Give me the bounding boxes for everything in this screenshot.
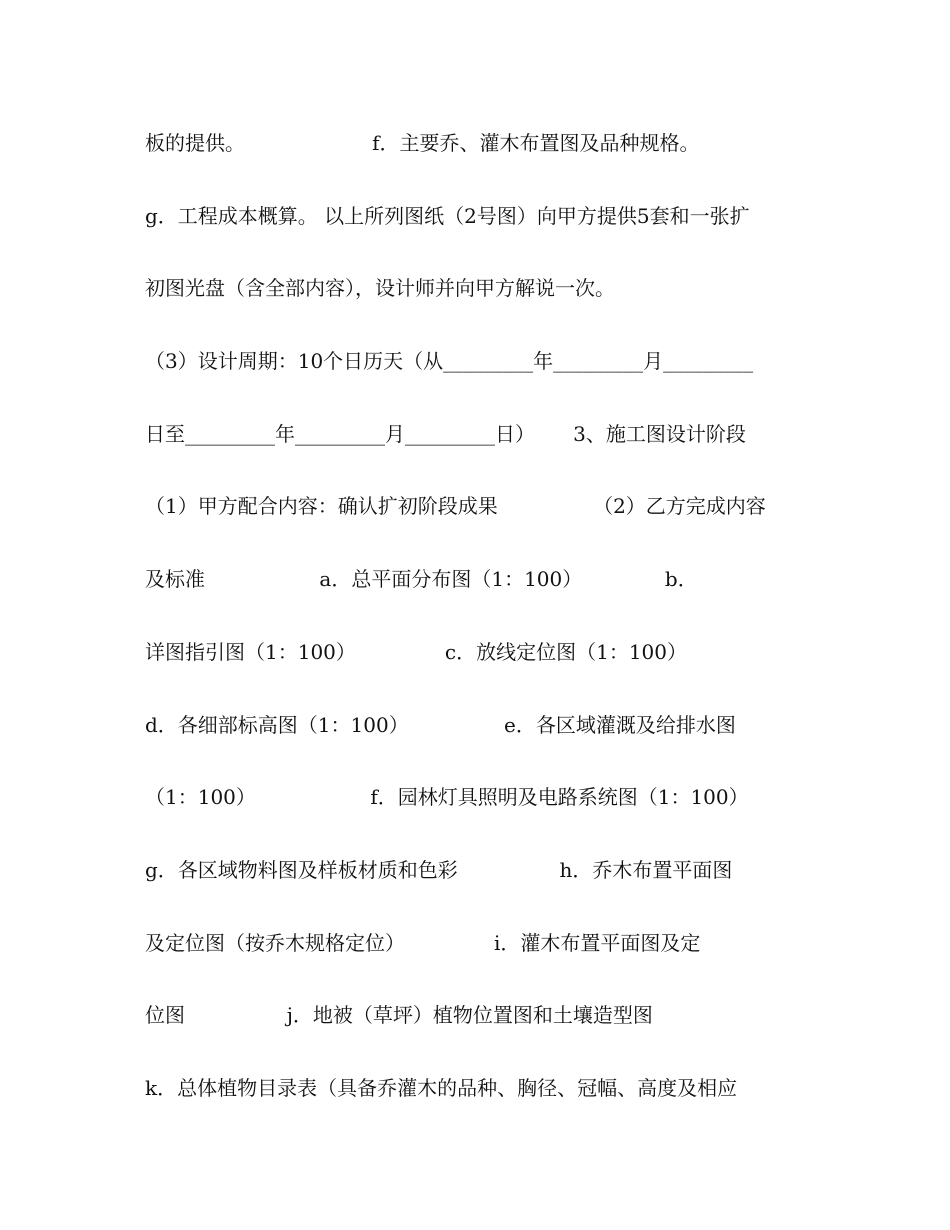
- text-line-11: g．各区域物料图及样板材质和色彩 h．乔木布置平面图: [145, 858, 733, 882]
- text-line-12: 及定位图（按乔木规格定位） i．灌木布置平面图及定: [145, 931, 701, 955]
- text-line-1: 板的提供。 f．主要乔、灌木布置图及品种规格。: [145, 131, 700, 155]
- text-line-4: （3）设计周期：10个日历天（从_________年_________月_________: [145, 349, 754, 373]
- text-line-3: 初图光盘（含全部内容），设计师并向甲方解说一次。: [145, 276, 615, 300]
- text-line-13: 位图 j．地被（草坪）植物位置图和土壤造型图: [145, 1003, 653, 1027]
- text-line-6: （1）甲方配合内容：确认扩初阶段成果 （2）乙方完成内容: [145, 494, 766, 518]
- text-line-10: （1：100） f．园林灯具照明及电路系统图（1：100）: [145, 785, 749, 809]
- text-line-8: 详图指引图（1：100） c．放线定位图（1：100）: [145, 640, 688, 664]
- text-line-2: g．工程成本概算。 以上所列图纸（2号图）向甲方提供5套和一张扩: [145, 204, 750, 228]
- text-line-14: k．总体植物目录表（具备乔灌木的品种、胸径、冠幅、高度及相应: [145, 1076, 738, 1100]
- text-line-7: 及标准 a．总平面分布图（1：100） b．: [145, 567, 698, 591]
- text-line-9: d．各细部标高图（1：100） e．各区域灌溉及给排水图: [145, 713, 736, 737]
- text-line-5: 日至_________年_________月_________日） 3、施工图设计阶段: [145, 422, 746, 446]
